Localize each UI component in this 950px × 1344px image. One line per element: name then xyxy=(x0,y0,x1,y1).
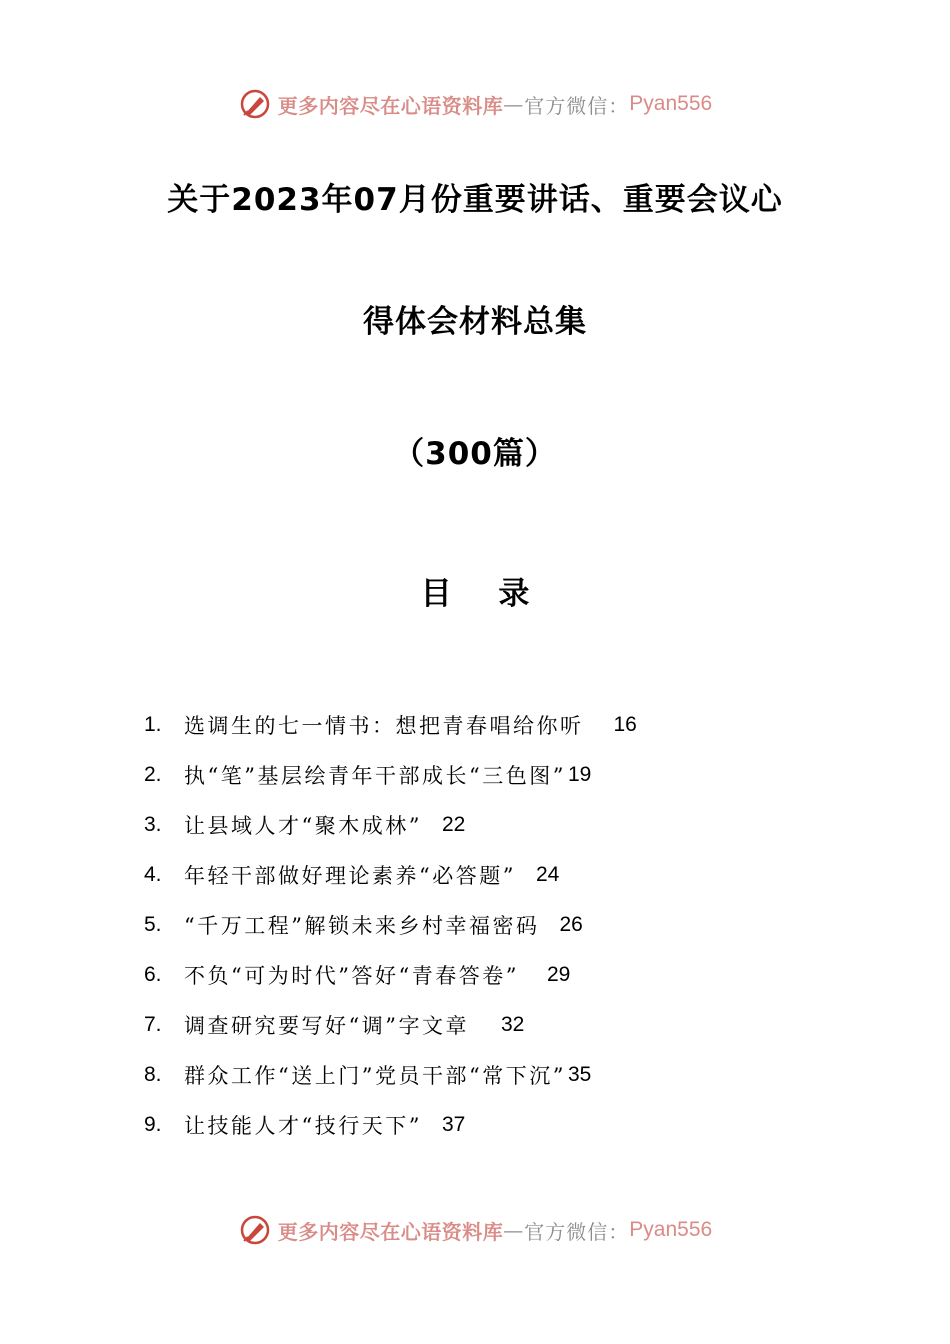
toc-item[interactable] xyxy=(144,1050,844,1100)
toc-item[interactable] xyxy=(144,1100,844,1150)
toc-item-number: 9. xyxy=(144,1113,162,1136)
footer-watermark-banner xyxy=(0,1210,950,1250)
toc-item-page: 29 xyxy=(546,963,571,986)
watermark-dash: — xyxy=(503,1218,525,1242)
toc-item-title: 让县域人才“聚木成林” xyxy=(184,814,422,838)
toc-item-number: 6. xyxy=(144,963,162,986)
header-watermark-banner xyxy=(0,84,950,124)
toc-item[interactable] xyxy=(144,850,844,900)
table-of-contents xyxy=(144,700,844,1150)
pen-nib-logo-icon xyxy=(238,1213,272,1247)
toc-item-page: 35 xyxy=(567,1063,592,1086)
toc-item-page: 26 xyxy=(559,913,583,936)
watermark-dash: — xyxy=(503,92,525,116)
toc-item-page: 37 xyxy=(441,1113,466,1136)
toc-item[interactable] xyxy=(144,700,844,750)
toc-item-title: “千万工程”解锁未来乡村幸福密码 xyxy=(184,914,540,938)
document-title-line-2: 得体会材料总集 xyxy=(363,304,587,340)
document-title-count: （300篇） xyxy=(393,436,557,472)
toc-item[interactable] xyxy=(144,1000,844,1050)
toc-item-title: 群众工作“送上门”党员干部“常下沉” xyxy=(184,1064,566,1088)
toc-item-page: 22 xyxy=(441,813,466,836)
toc-item-title: 不负“可为时代”答好“青春答卷” xyxy=(184,964,519,988)
toc-item-number: 3. xyxy=(144,813,162,836)
watermark-contact-id: Pyan556 xyxy=(629,1218,713,1241)
pen-nib-logo-icon xyxy=(238,87,272,121)
watermark-text: 更多内容尽在心语资料库 xyxy=(277,1219,504,1244)
watermark-contact-id: Pyan556 xyxy=(629,92,713,115)
toc-item-page: 16 xyxy=(613,713,637,736)
toc-item-number: 7. xyxy=(144,1013,162,1036)
watermark-text: 更多内容尽在心语资料库 xyxy=(277,93,504,118)
toc-item[interactable] xyxy=(144,900,844,950)
toc-item-page: 19 xyxy=(567,763,592,786)
toc-item-number: 2. xyxy=(144,763,162,786)
toc-heading: 目 录 xyxy=(420,576,548,612)
toc-item-title: 执“笔”基层绘青年干部成长“三色图” xyxy=(184,764,566,788)
toc-item-title: 选调生的七一情书：想把青春唱给你听 xyxy=(184,714,584,738)
toc-item-number: 8. xyxy=(144,1063,162,1086)
toc-item-title: 让技能人才“技行天下” xyxy=(184,1114,422,1138)
toc-item-number: 5. xyxy=(144,913,162,936)
toc-item[interactable] xyxy=(144,750,844,800)
toc-item-number: 4. xyxy=(144,863,162,886)
toc-item-page: 24 xyxy=(535,863,560,886)
watermark-contact-label: 官方微信： xyxy=(524,1219,630,1244)
toc-item-page: 32 xyxy=(500,1013,525,1036)
toc-item-number: 1. xyxy=(144,713,162,736)
toc-item-title: 年轻干部做好理论素养“必答题” xyxy=(184,864,516,888)
document-title-line-1: 关于2023年07月份重要讲话、重要会议心 xyxy=(167,182,783,218)
toc-item[interactable] xyxy=(144,800,844,850)
toc-item-title: 调查研究要写好“调”字文章 xyxy=(184,1014,469,1038)
toc-item[interactable] xyxy=(144,950,844,1000)
watermark-contact-label: 官方微信： xyxy=(524,93,630,118)
